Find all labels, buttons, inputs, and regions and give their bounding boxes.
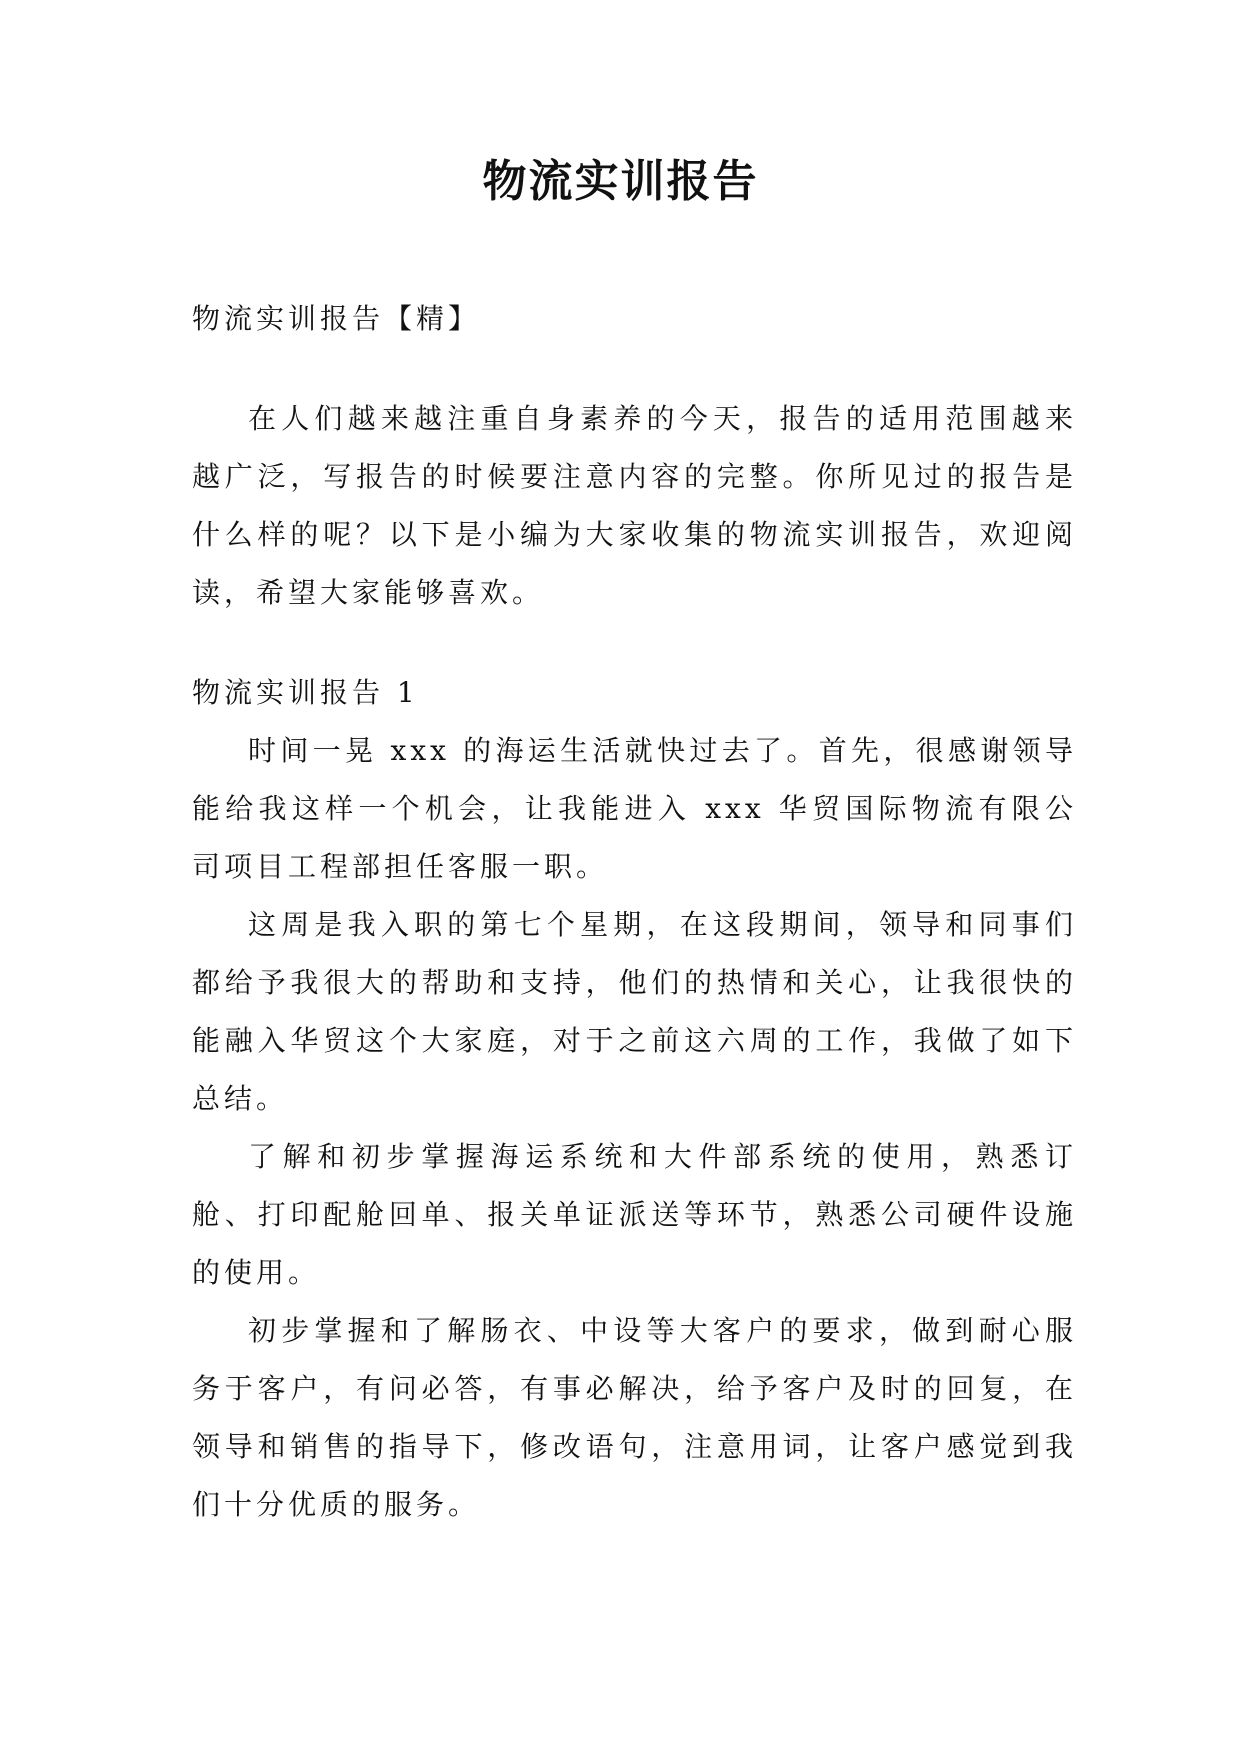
body-paragraph: 了解和初步掌握海运系统和大件部系统的使用，熟悉订舱、打印配舱回单、报关单证派送等环节，熟悉公司硬件设施的使用。 — [192, 1140, 1077, 1289]
body-paragraph: 时间一晃 xxx 的海运生活就快过去了。首先，很感谢领导能给我这样一个机会，让我能进入 xxx 华贸国际物流有限公司项目工程部担任客服一职。 — [192, 734, 1077, 883]
section-heading: 物流实训报告 1 — [192, 676, 419, 709]
document-title: 物流实训报告 — [482, 156, 759, 207]
document-subtitle: 物流实训报告【精】 — [192, 302, 481, 335]
body-paragraph: 初步掌握和了解肠衣、中设等大客户的要求，做到耐心服务于客户，有问必答，有事必解决，给予客户及时的回复，在领导和销售的指导下，修改语句，注意用词，让客户感觉到我们十分优质的服务。 — [192, 1314, 1077, 1521]
intro-paragraph: 在人们越来越注重自身素养的今天，报告的适用范围越来越广泛，写报告的时候要注意内容的完整。你所见过的报告是什么样的呢？以下是小编为大家收集的物流实训报告，欢迎阅读，希望大家能够喜欢。 — [192, 402, 1077, 609]
body-paragraph: 这周是我入职的第七个星期，在这段期间，领导和同事们都给予我很大的帮助和支持，他们的热情和关心，让我很快的能融入华贸这个大家庭，对于之前这六周的工作，我做了如下总结。 — [192, 908, 1077, 1115]
document-body — [192, 290, 1077, 1534]
